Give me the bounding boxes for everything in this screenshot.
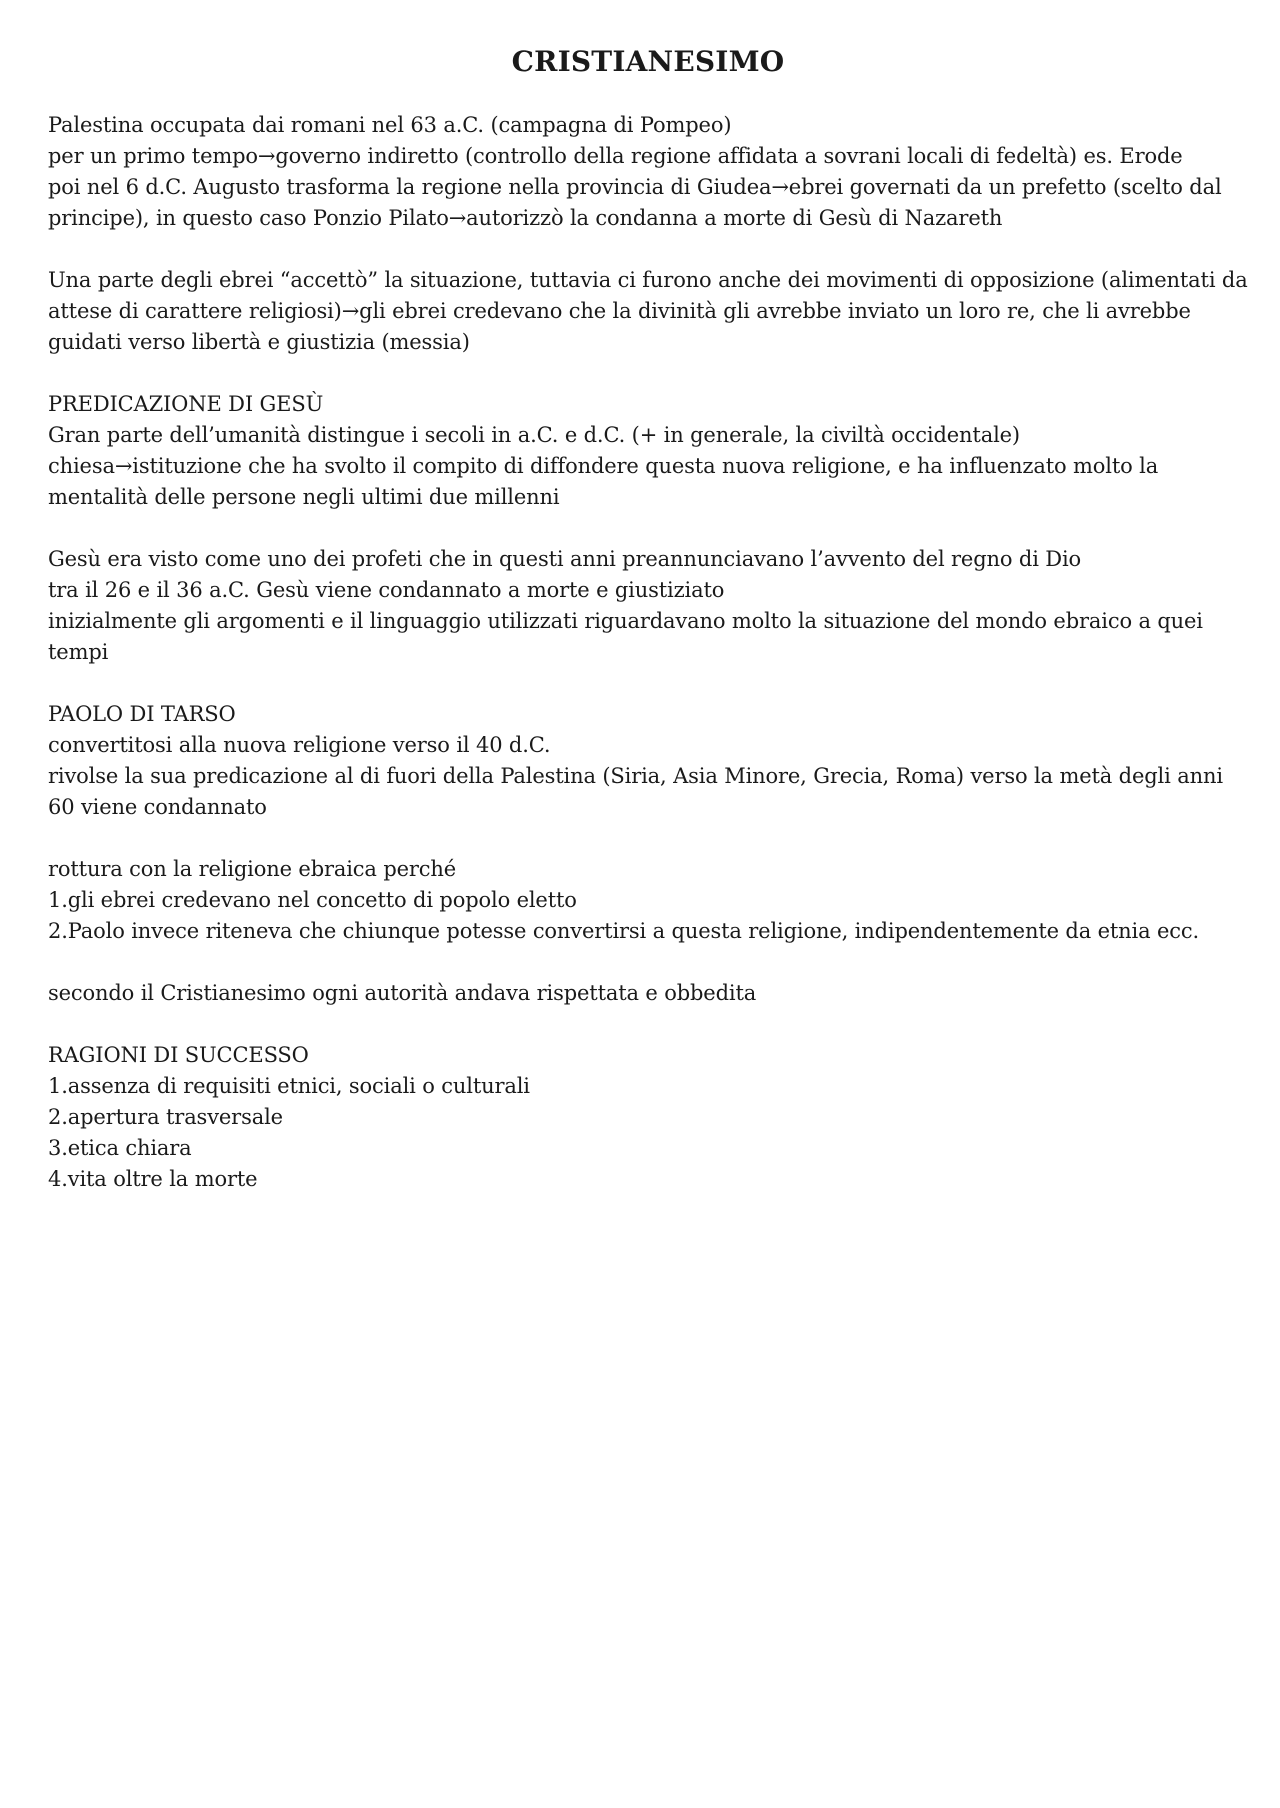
text-line: principe), in questo caso Ponzio Pilato→autorizzò la condanna a morte di Gesù di Nazareth xyxy=(48,206,1003,230)
text-line: Gesù era visto come uno dei profeti che in questi anni preannunciavano l’avvento del regno di Dio xyxy=(48,547,1082,571)
paragraph-rottura xyxy=(48,854,1240,947)
text-line: guidati verso libertà e giustizia (messia) xyxy=(48,330,470,354)
section-heading: PAOLO DI TARSO xyxy=(48,702,236,726)
list-item: 2.apertura trasversale xyxy=(48,1105,283,1129)
text-line: tempi xyxy=(48,640,109,664)
section-paolo xyxy=(48,699,1240,823)
section-heading: RAGIONI DI SUCCESSO xyxy=(48,1043,309,1067)
paragraph-opposizione xyxy=(48,265,1248,358)
document-title: CRISTIANESIMO xyxy=(511,45,785,78)
paragraph-palestina xyxy=(48,110,1240,234)
text-line: attese di carattere religiosi)→gli ebrei credevano che la divinità gli avrebbe inviato un loro re, che li avrebbe xyxy=(48,299,1191,323)
section-ragioni xyxy=(48,1040,1240,1195)
text-line: 60 viene condannato xyxy=(48,795,267,819)
text-line: Palestina occupata dai romani nel 63 a.C. (campagna di Pompeo) xyxy=(48,113,732,137)
section-predicazione xyxy=(48,389,1240,513)
text-line: inizialmente gli argomenti e il linguaggio utilizzati riguardavano molto la situazione del mondo ebraico a quei xyxy=(48,609,1203,633)
list-item: 3.etica chiara xyxy=(48,1136,192,1160)
text-line: poi nel 6 d.C. Augusto trasforma la regione nella provincia di Giudea→ebrei governati da un prefetto (scelto dal xyxy=(48,175,1222,199)
list-item: 1.assenza di requisiti etnici, sociali o culturali xyxy=(48,1074,530,1098)
paragraph-autorita xyxy=(48,978,1240,1009)
text-line: tra il 26 e il 36 a.C. Gesù viene condannato a morte e giustiziato xyxy=(48,578,725,602)
list-item: 4.vita oltre la morte xyxy=(48,1167,258,1191)
text-line: secondo il Cristianesimo ogni autorità andava rispettata e obbedita xyxy=(48,981,757,1005)
section-heading: PREDICAZIONE DI GESÙ xyxy=(48,392,324,416)
text-line: per un primo tempo→governo indiretto (controllo della regione affidata a sovrani locali di fedeltà) es. Erode xyxy=(48,144,1183,168)
list-item: 2.Paolo invece riteneva che chiunque potesse convertirsi a questa religione, indipendentemente da etnia ecc. xyxy=(48,919,1200,943)
text-line: rivolse la sua predicazione al di fuori della Palestina (Siria, Asia Minore, Grecia, Roma) verso la metà degli anni xyxy=(48,764,1223,788)
paragraph-gesu xyxy=(48,544,1240,668)
text-line: mentalità delle persone negli ultimi due millenni xyxy=(48,485,560,509)
text-line: Una parte degli ebrei “accettò” la situazione, tuttavia ci furono anche dei movimenti di opposizione (alimentati da xyxy=(48,268,1248,292)
list-item: 1.gli ebrei credevano nel concetto di popolo eletto xyxy=(48,888,577,912)
text-line: Gran parte dell’umanità distingue i secoli in a.C. e d.C. (+ in generale, la civiltà occidentale) xyxy=(48,423,1020,447)
text-line: chiesa→istituzione che ha svolto il compito di diffondere questa nuova religione, e ha influenzato molto la xyxy=(48,454,1159,478)
text-line: convertitosi alla nuova religione verso il 40 d.C. xyxy=(48,733,551,757)
text-line: rottura con la religione ebraica perché xyxy=(48,857,457,881)
